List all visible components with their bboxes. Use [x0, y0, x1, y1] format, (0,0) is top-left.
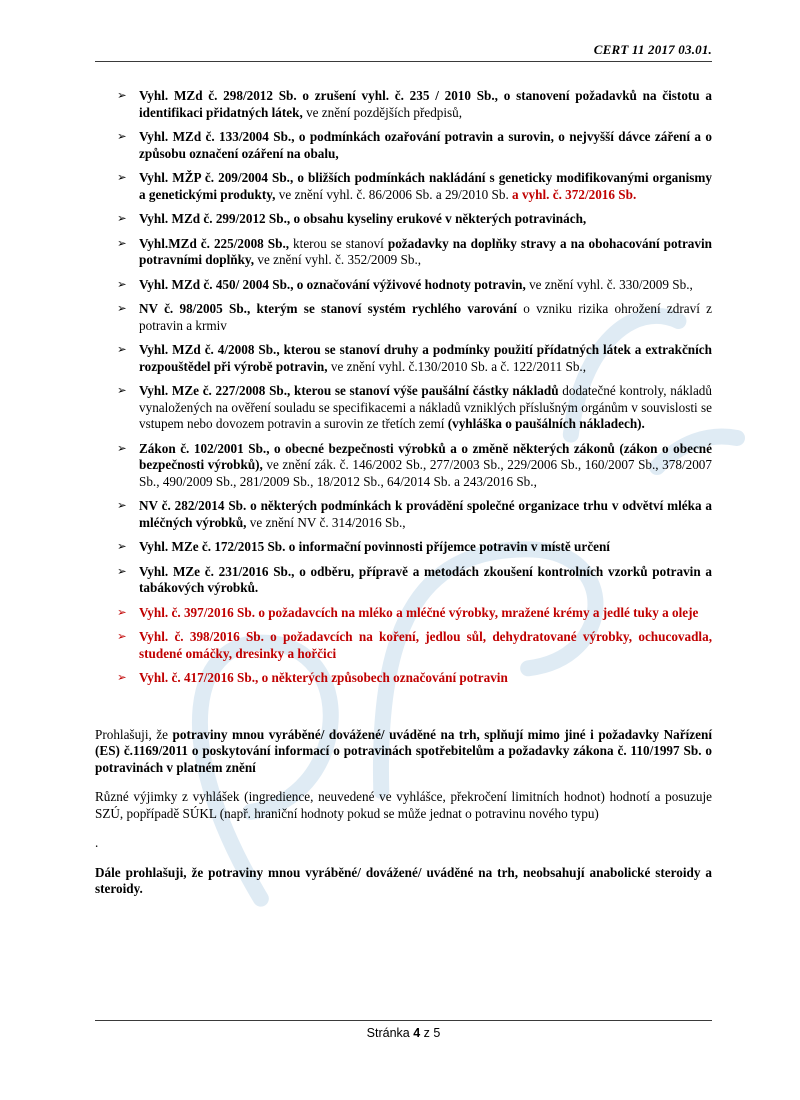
list-item — [95, 383, 712, 433]
list-item — [95, 441, 712, 491]
text-segment: o vzniku rizika ohrožení zdraví z potravin a krmiv — [139, 301, 713, 333]
list-item-text — [139, 670, 712, 687]
list-item — [95, 277, 712, 294]
list-item — [95, 539, 712, 556]
text-segment: ve znění vyhl. č. 86/2006 Sb. a 29/2010 Sb. — [275, 186, 513, 202]
arrow-bullet-icon: ➢ — [117, 442, 127, 455]
declaration-section — [95, 727, 712, 898]
text-segment: Různé výjimky z vyhlášek (ingredience, neuvedené ve vyhlášce, překročení limitních hodnot) hodnotí a posuzuje SZÚ, popřípadě SÚKL (např. hraniční hodnoty pokud se může jednat o potravinu nového typu) — [95, 789, 712, 821]
text-segment: Dále prohlašuji, že potraviny mnou vyráběné/ dovážené/ uváděné na trh, neobsahují anabolické steroidy a steroidy. — [95, 864, 712, 896]
arrow-bullet-icon: ➢ — [117, 237, 127, 250]
arrow-bullet-icon: ➢ — [117, 500, 127, 512]
list-item — [95, 236, 712, 269]
page-content — [95, 42, 712, 911]
text-segment: NV č. 98/2005 Sb., kterým se stanoví systém rychlého varování — [139, 301, 517, 316]
arrow-bullet-icon: ➢ — [117, 606, 127, 619]
arrow-bullet-icon: ➢ — [117, 672, 127, 684]
list-item — [95, 211, 712, 228]
text-segment: ve znění vyhl. č. 352/2009 Sb., — [254, 252, 422, 267]
list-item — [95, 342, 712, 375]
list-item — [95, 170, 712, 203]
text-segment: ve znění vyhl. č. 330/2009 Sb., — [525, 276, 693, 292]
list-item — [95, 670, 712, 687]
text-segment: NV č. 282/2014 Sb. o některých podmínkách k provádění společné organizace trhu v odvětví mléka a mléčných výrobků, — [139, 498, 712, 530]
footer-label: Stránka — [366, 1026, 414, 1040]
footer-page-number: 4 — [413, 1026, 421, 1040]
arrow-bullet-icon: ➢ — [117, 303, 127, 315]
footer-separator: z — [420, 1026, 434, 1040]
list-item-text — [139, 277, 712, 294]
regulation-list — [95, 88, 712, 687]
arrow-bullet-icon: ➢ — [117, 213, 127, 225]
text-segment: Vyhl. MZd č. 299/2012 Sb., o obsahu kyseliny erukové v některých potravinách, — [139, 211, 587, 226]
page-footer — [95, 1020, 712, 1040]
document-code: CERT 11 2017 03.01. — [593, 42, 712, 57]
arrow-bullet-icon: ➢ — [117, 131, 127, 143]
arrow-bullet-icon: ➢ — [117, 385, 127, 397]
text-segment: ve znění zák. č. 146/2002 Sb., 277/2003 Sb., 229/2006 Sb., 160/2007 Sb., 378/2007 Sb., 490/2009 Sb., 281/2009 Sb., 18/2012 Sb., 64/2014 Sb. a 243/2016 Sb., — [139, 457, 712, 489]
text-segment: Vyhl. MZd č. 4/2008 Sb., kterou se stanoví druhy a podmínky použití přídatných látek a extrakčních rozpouštědel při výrobě potravin, — [139, 342, 712, 374]
arrow-bullet-icon: ➢ — [117, 344, 127, 356]
text-segment: požadavky na doplňky stravy a na obohacování potravin potravními doplňky, — [139, 235, 712, 267]
text-segment: kterou se stanoví — [289, 235, 388, 251]
text-segment: (vyhláška o paušálních nákladech). — [447, 416, 645, 431]
list-item-text — [139, 383, 712, 433]
text-segment: dodatečné kontroly, nákladů vynaložených na ověření souladu se specifikacemi a nákladů vzniklých příslušným orgánům v souvislosti se vstupem nebo dovozem potravin a surovin ze třetích zemí — [139, 383, 712, 431]
list-item — [95, 129, 712, 162]
list-item-text — [139, 605, 712, 622]
list-item-text — [139, 498, 712, 531]
paragraph — [95, 789, 712, 822]
text-segment: Vyhl. č. 417/2016 Sb., o některých způsobech označování potravin — [139, 670, 508, 685]
list-item-text — [139, 236, 712, 269]
list-item — [95, 88, 712, 121]
arrow-bullet-icon: ➢ — [117, 631, 127, 643]
text-segment: Vyhl. MZd č. 450/ 2004 Sb., o označování výživové hodnoty potravin, — [139, 276, 526, 292]
text-segment: Prohlašuji, že — [95, 726, 173, 742]
text-segment: Vyhl. č. 397/2016 Sb. o požadavcích na mléko a mléčné výrobky, mražené krémy a jedlé tuky a oleje — [139, 604, 699, 620]
list-item-text — [139, 629, 712, 662]
paragraph — [95, 865, 712, 898]
header-rule — [95, 61, 712, 62]
arrow-bullet-icon: ➢ — [117, 90, 127, 102]
list-item-text — [139, 170, 712, 203]
text-segment: potraviny mnou vyráběné/ dovážené/ uváděné na trh, splňují mimo jiné i požadavky Nařízení (ES) č.1169/2011 o poskytování informací o potravinách spotřebitelům a požadavky zákona č. 110/1997 Sb. o potravinách v platném znění — [95, 726, 712, 775]
text-segment: Zákon č. 102/2001 Sb., o obecné bezpečnosti výrobků a o změně některých zákonů (zákon o obecné bezpečnosti výrobků), — [139, 440, 712, 472]
arrow-bullet-icon: ➢ — [117, 565, 127, 578]
text-segment: Vyhl.MZd č. 225/2008 Sb., — [139, 235, 290, 251]
list-item-text — [139, 211, 712, 228]
text-segment: ve znění NV č. 314/2016 Sb., — [246, 514, 406, 530]
paragraph — [95, 835, 712, 852]
list-item — [95, 498, 712, 531]
list-item — [95, 564, 712, 597]
list-item-text — [139, 441, 712, 491]
list-item-text — [139, 539, 712, 556]
list-item-text — [139, 564, 712, 597]
text-segment: Vyhl. č. 398/2016 Sb. o požadavcích na koření, jedlou sůl, dehydratované výrobky, ochucovadla, studené omáčky, dresinky a hořčici — [139, 629, 712, 661]
arrow-bullet-icon: ➢ — [117, 278, 127, 291]
text-segment: ve znění pozdějších předpisů, — [302, 104, 463, 120]
list-item-text — [139, 301, 712, 334]
text-segment: ve znění vyhl. č.130/2010 Sb. a č. 122/2011 Sb., — [327, 358, 587, 374]
text-segment: Vyhl. MZe č. 227/2008 Sb., kterou se stanoví výše paušální částky nákladů — [139, 383, 559, 398]
text-segment: Vyhl. MŽP č. 209/2004 Sb., o bližších podmínkách nakládání s geneticky modifikovanými organismy a genetickými produkty, — [139, 170, 712, 202]
footer-total-pages: 5 — [433, 1026, 441, 1040]
text-segment: Vyhl. MZe č. 172/2015 Sb. o informační povinnosti příjemce potravin v místě určení — [139, 539, 610, 554]
arrow-bullet-icon: ➢ — [117, 541, 127, 553]
list-item — [95, 301, 712, 334]
text-segment: a vyhl. č. 372/2016 Sb. — [512, 186, 637, 202]
list-item-text — [139, 129, 712, 162]
text-segment: Vyhl. MZd č. 133/2004 Sb., o podmínkách ozařování potravin a surovin, o nejvyšší dávce záření a o způsobu označení ozáření na obalu, — [139, 129, 712, 161]
arrow-bullet-icon: ➢ — [117, 172, 127, 184]
list-item — [95, 629, 712, 662]
list-item-text — [139, 88, 712, 121]
paragraph — [95, 727, 712, 777]
list-item-text — [139, 342, 712, 375]
text-segment: Vyhl. MZe č. 231/2016 Sb., o odběru, přípravě a metodách zkoušení kontrolních vzorků potravin a tabákových výrobků. — [139, 563, 712, 595]
list-item — [95, 605, 712, 622]
text-segment: Vyhl. MZd č. 298/2012 Sb. o zrušení vyhl. č. 235 / 2010 Sb., o stanovení požadavků na čistotu a identifikaci přidatných látek, — [139, 88, 712, 120]
text-segment: . — [95, 835, 99, 850]
